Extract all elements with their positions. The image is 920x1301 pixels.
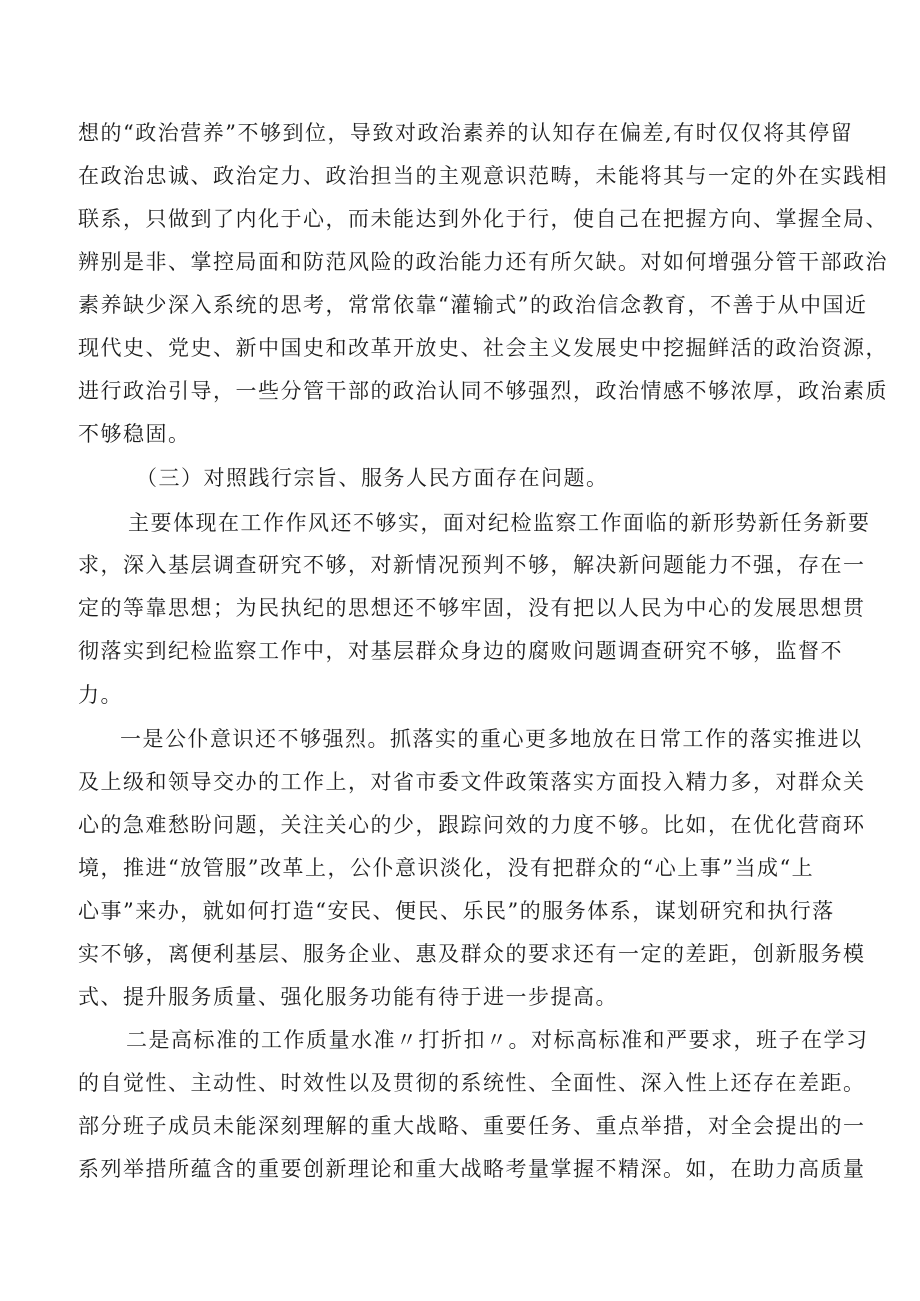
section-heading-3: （三）对照践行宗旨、服务人民方面存在问题。 [136, 466, 609, 490]
paragraph-3-line: 式、提升服务质量、强化服务功能有待于进一步提高。 [78, 985, 618, 1009]
paragraph-1-line: 想的“政治营养”不够到位，导致对政治素养的认知存在偏差,有时仅仅将其停留 [78, 121, 854, 145]
paragraph-3-line: 及上级和领导交办的工作上，对省市委文件政策落实方面投入精力多，对群众关 [78, 770, 866, 794]
paragraph-4-line: 系列举措所蕴含的重要创新理论和重大战略考量掌握不精深。如，在助力高质量 [78, 1157, 866, 1181]
paragraph-4-line: 的自觉性、主动性、时效性以及贯彻的系统性、全面性、深入性上还存在差距。 [78, 1071, 866, 1095]
paragraph-1-line: 联系，只做到了内化于心，而未能达到外化于行，使自己在把握方向、掌握全局、 [78, 207, 888, 231]
paragraph-2-line: 求，深入基层调查研究不够，对新情况预判不够，解决新问题能力不强，存在一 [78, 553, 866, 577]
paragraph-2-line: 定的等靠思想；为民执纪的思想还不够牢固，没有把以人民为中心的发展思想贯 [78, 596, 866, 620]
paragraph-1-line: 素养缺少深入系统的思考，常常依靠“灌输式”的政治信念教育，不善于从中国近 [78, 293, 868, 317]
paragraph-3-line: 心的急难愁盼问题，关注关心的少，跟踪问效的力度不够。比如，在优化营商环 [78, 813, 866, 837]
paragraph-1-line: 辨别是非、掌控局面和防范风险的政治能力还有所欠缺。对如何增强分管干部政治 [78, 250, 888, 274]
paragraph-1-line: 进行政治引导，一些分管干部的政治认同不够强烈，政治情感不够浓厚，政治素质 [78, 379, 888, 403]
paragraph-4-line: 二是高标准的工作质量水准〃打折扣〃。对标高标准和严要求，班子在学习 [126, 1028, 869, 1052]
paragraph-2-line: 彻落实到纪检监察工作中，对基层群众身边的腐败问题调查研究不够，监督不 [78, 639, 843, 663]
paragraph-3-line: 境，推进“放管服”改革上，公仆意识淡化，没有把群众的“心上事”当成“上 [78, 856, 815, 880]
paragraph-2-line: 力。 [78, 683, 123, 707]
paragraph-1-line: 在政治忠诚、政治定力、政治担当的主观意识范畴，未能将其与一定的外在实践相 [78, 164, 888, 188]
paragraph-4-line: 部分班子成员未能深刻理解的重大战略、重要任务、重点举措，对全会提出的一 [78, 1114, 866, 1138]
paragraph-3-line: 一是公仆意识还不够强烈。抓落实的重心更多地放在日常工作的落实推进以 [120, 727, 863, 751]
paragraph-2-line: 主要体现在工作作风还不够实，面对纪检监察工作面临的新形势新任务新要 [128, 511, 871, 535]
paragraph-3-line: 实不够，离便利基层、服务企业、惠及群众的要求还有一定的差距，创新服务模 [78, 942, 866, 966]
paragraph-1-line: 不够稳固。 [78, 422, 191, 446]
paragraph-3-line: 心事”来办，就如何打造“安民、便民、乐民”的服务体系，谋划研究和执行落 [78, 899, 835, 923]
paragraph-1-line: 现代史、党史、新中国史和改革开放史、社会主义发展史中挖掘鲜活的政治资源， [78, 336, 888, 360]
